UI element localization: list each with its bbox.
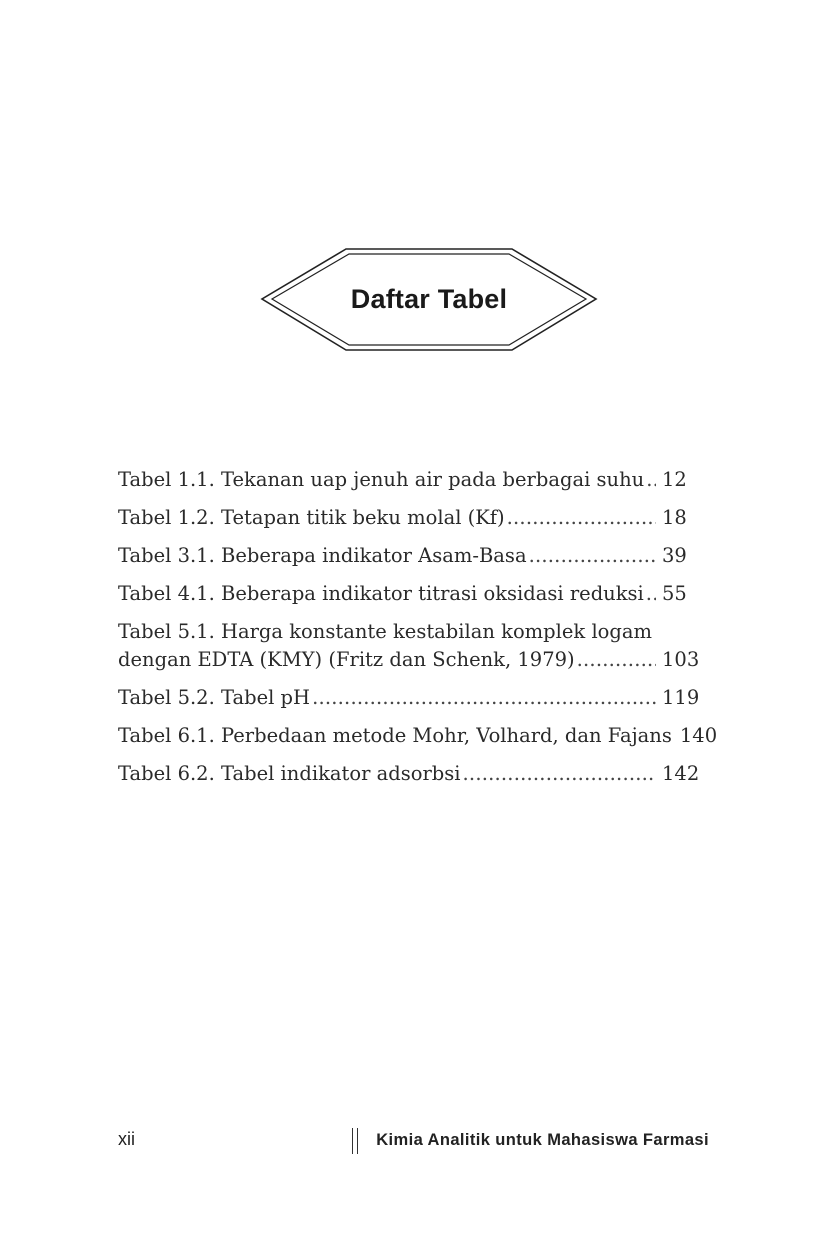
list-item[interactable] (118, 722, 718, 750)
list-item[interactable] (118, 504, 700, 532)
page-title: Daftar Tabel (350, 284, 508, 314)
list-item[interactable] (118, 618, 700, 674)
entry-page: 39 (662, 544, 687, 567)
dot-leader (529, 542, 656, 570)
footer-divider (351, 1128, 361, 1154)
dot-leader (577, 646, 656, 674)
entry-page: 12 (662, 468, 687, 491)
table-list (118, 466, 718, 798)
dot-leader (646, 580, 656, 608)
dot-leader (312, 684, 656, 712)
entry-title: dengan EDTA (KMY) (Fritz dan Schenk, 1979) (118, 648, 575, 671)
entry-page: 55 (662, 582, 687, 605)
entry-title: Tabel 6.2. Tabel indikator adsorbsi (118, 762, 461, 785)
dot-leader (507, 504, 656, 532)
entry-title: Tabel 1.2. Tetapan titik beku molal (Kf) (118, 506, 505, 529)
entry-page: 18 (662, 506, 687, 529)
list-item[interactable] (118, 542, 700, 570)
entry-page: 142 (662, 762, 700, 785)
entry-page: 119 (662, 686, 700, 709)
entry-title: Tabel 4.1. Beberapa indikator titrasi oksidasi reduksi (118, 582, 644, 605)
footer-page-number: xii (118, 1129, 135, 1149)
entry-title: Tabel 6.1. Perbedaan metode Mohr, Volhard, dan Fajans (118, 724, 672, 747)
entry-title: Tabel 1.1. Tekanan uap jenuh air pada berbagai suhu (118, 468, 645, 491)
dot-leader (646, 466, 656, 494)
entry-page: 140 (679, 724, 718, 747)
footer-book-title: Kimia Analitik untuk Mahasiswa Farmasi (376, 1131, 709, 1149)
list-item[interactable] (118, 684, 700, 712)
list-item[interactable] (118, 466, 700, 494)
heading-banner (260, 247, 598, 352)
entry-title-line1: Tabel 5.1. Harga konstante kestabilan komplek logam (118, 620, 653, 643)
list-item[interactable] (118, 580, 700, 608)
entry-page: 103 (662, 648, 700, 671)
entry-title: Tabel 3.1. Beberapa indikator Asam-Basa (118, 544, 527, 567)
dot-leader (463, 760, 656, 788)
list-item[interactable] (118, 760, 700, 788)
entry-title: Tabel 5.2. Tabel pH (118, 686, 311, 709)
